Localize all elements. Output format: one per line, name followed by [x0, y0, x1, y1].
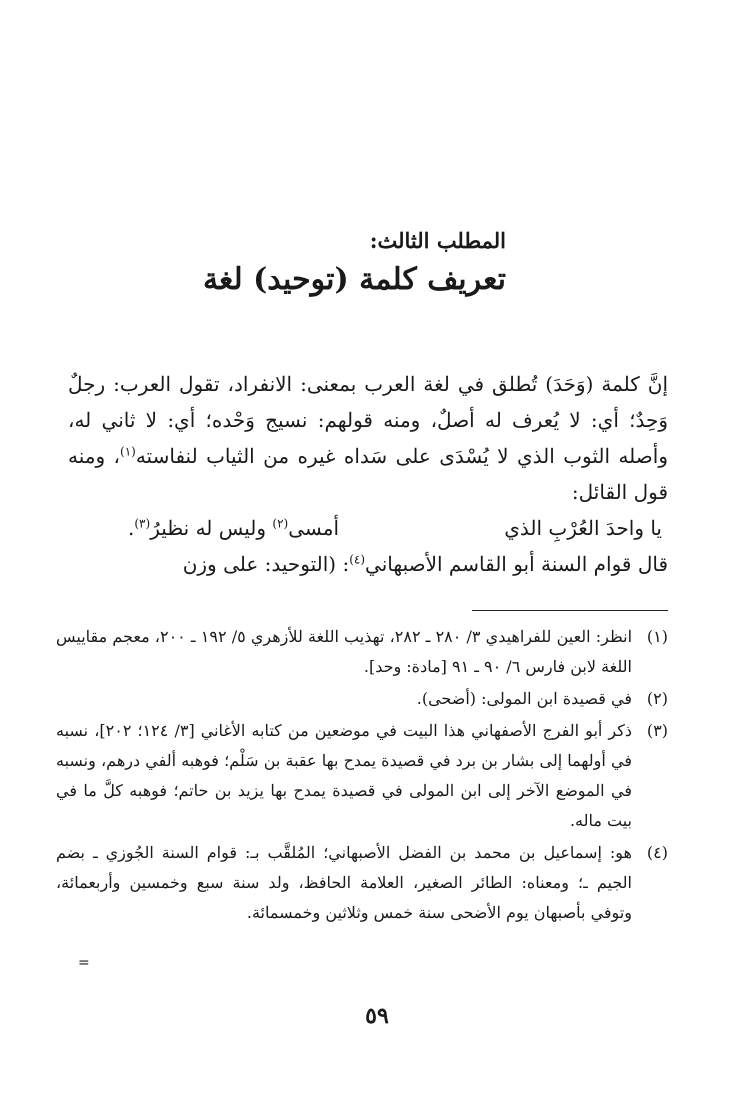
paragraph-quote	[68, 546, 668, 582]
paragraph-definition	[68, 366, 668, 510]
main-text	[68, 366, 668, 582]
verse-rest: وليس له نظيرُ	[150, 516, 273, 540]
verse-word-amsa: أمسى	[288, 516, 340, 540]
footnote-number: (٤)	[646, 843, 668, 862]
paragraph-quote-text: قال قوام السنة أبو القاسم الأصبهاني	[365, 552, 668, 576]
paragraph-definition-tail: ، ومنه قول القائل:	[68, 444, 668, 504]
footnote-ref-4: (٤)	[349, 552, 366, 567]
footnote-ref-1: (١)	[120, 444, 136, 459]
footnote-ref-2: (٢)	[272, 516, 289, 531]
footnote-number: (٢)	[646, 689, 668, 708]
footnote	[56, 622, 668, 682]
verse-second-hemistich	[128, 510, 339, 546]
page-number: ٥٩	[365, 1003, 389, 1029]
footnote	[56, 716, 668, 836]
section-label: المطلب الثالث:	[369, 228, 506, 253]
footnote-number: (٣)	[646, 721, 668, 740]
footnote-number: (١)	[646, 627, 668, 646]
continuation-mark: =	[78, 955, 90, 971]
verse-first-hemistich: يا واحدَ العُرْبِ الذي	[504, 516, 662, 540]
footnote-text: في قصيدة ابن المولى: (أضحى).	[416, 689, 632, 708]
footnote-divider	[472, 610, 668, 611]
footnote	[56, 684, 668, 714]
section-title: تعريف كلمة (توحيد) لغة	[202, 262, 506, 297]
footnote-text: ذكر أبو الفرج الأصفهاني هذا البيت في موضعين من كتابه الأغاني [٣/ ١٢٤؛ ٢٠٢]، نسبه في أولهما إلى بشار بن برد في قصيدة يمدح بها عقبة بن سَلْم؛ فوهبه ألفي درهم، ونسبه في الموضع الآخر إلى ابن المولى في قصيدة يمدح بها يزيد بن حاتم؛ فوهبه كلَّ ما في بيت ماله.	[56, 721, 632, 830]
footnote-text: هو: إسماعيل بن محمد بن الفضل الأصبهاني؛ المُلقَّب بـ: قوام السنة الجُوزي ـ بضم الجيم ـ؛ ومعناه: الطائر الصغير، العلامة الحافظ، ولد سنة سبع وخمسين وأربعمائة، وتوفي بأصبهان يوم الأضحى سنة خمس وثلاثين وخمسمائة.	[56, 843, 632, 922]
footnote-text: انظر: العين للفراهيدي ٣/ ٢٨٠ ـ ٢٨٢، تهذيب اللغة للأزهري ٥/ ١٩٢ ـ ٢٠٠، معجم مقاييس اللغة لابن فارس ٦/ ٩٠ ـ ٩١ [مادة: وحد].	[56, 627, 633, 676]
paragraph-definition-text: إنَّ كلمة (وَحَدَ) تُطلق في لغة العرب بمعنى: الانفراد، تقول العرب: رجلٌ وَحِدٌ؛ أي: لا يُعرف له أصلٌ، ومنه قولهم: نسيج وَحْده؛ أي: لا ثاني له، وأصله الثوب الذي لا يُسْدَى على سَداه غيره من الثياب لنفاسته	[68, 372, 668, 468]
footnote-ref-3: (٣)	[134, 516, 151, 531]
footnotes	[56, 622, 668, 930]
footnote	[56, 838, 668, 928]
poetry-verse	[68, 510, 668, 546]
paragraph-quote-tail: : (التوحيد: على وزن	[182, 552, 350, 576]
verse-end-dot: .	[128, 516, 135, 540]
